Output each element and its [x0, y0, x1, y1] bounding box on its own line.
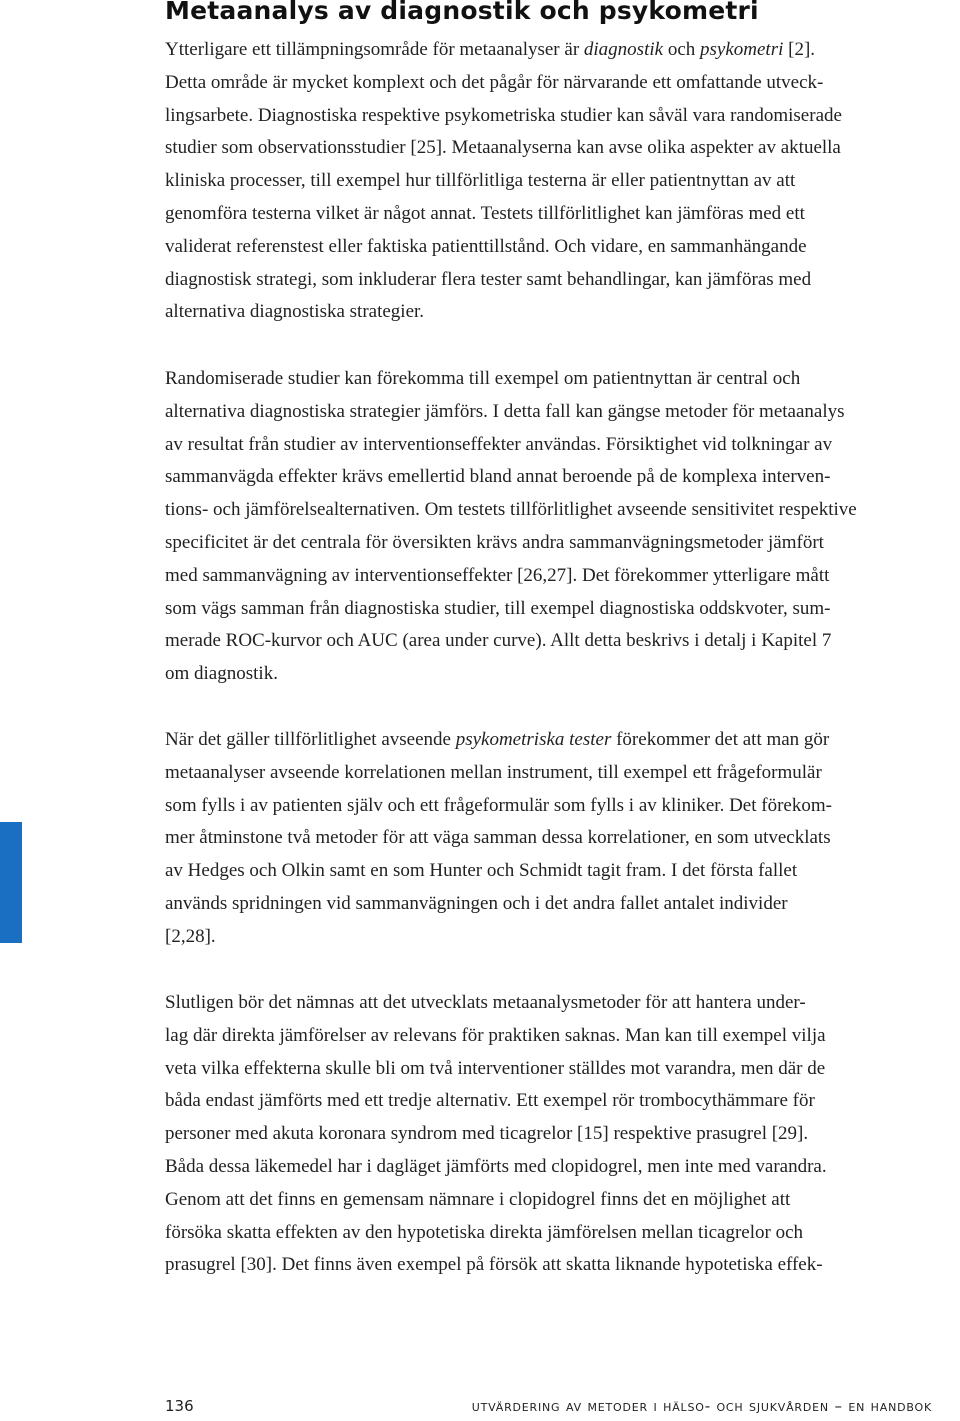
- text-run: Detta område är mycket komplext och det pågår för närvarande ett omfattande utveck-: [165, 71, 824, 93]
- text-line: [165, 724, 935, 757]
- text-line: [165, 987, 935, 1020]
- running-title: utvärdering av metoder i hälso- och sjukvården – en handbok: [471, 1397, 932, 1415]
- text-run: förekommer det att man gör: [611, 729, 830, 750]
- text-run: lag där direkta jämförelser av relevans för praktiken saknas. Man kan till exempel vilja: [165, 1024, 826, 1046]
- text-run: specificitet är det centrala för översikten krävs andra sammanvägningsmetoder jämfört: [165, 531, 824, 553]
- text-run: och: [663, 39, 700, 60]
- text-run: När det gäller tillförlitlighet avseende: [165, 729, 456, 750]
- text-run: som fylls i av patienten själv och ett frågeformulär som fylls i av kliniker. Det förekom-: [165, 794, 832, 816]
- text-line: [165, 396, 935, 429]
- text-run: båda endast jämförts med ett tredje alternativ. Ett exempel rör trombocythämmare för: [165, 1090, 815, 1112]
- text-line: [165, 363, 935, 396]
- text-line: [165, 1249, 935, 1282]
- text-line: [165, 1184, 935, 1217]
- paragraph: [165, 724, 935, 954]
- text-run: kliniska processer, till exempel hur tillförlitliga testerna är eller patientnyttan av att: [165, 170, 796, 192]
- text-line: [165, 658, 935, 691]
- text-run: alternativa diagnostiska strategier jämförs. I detta fall kan gängse metoder för metaanalys: [165, 400, 845, 422]
- text-line: [165, 593, 935, 626]
- paragraph: [165, 987, 935, 1282]
- paragraph: [165, 34, 935, 329]
- text-line: [165, 1085, 935, 1118]
- text-run: [2,28].: [165, 925, 216, 947]
- text-run: prasugrel [30]. Det finns även exempel på försök att skatta liknande hypotetiska effek-: [165, 1254, 823, 1276]
- text-run: sammanvägda effekter krävs emellertid bland annat beroende på de komplexa interven-: [165, 466, 831, 488]
- text-run: studier som observationsstudier [25]. Metaanalyserna kan avse olika aspekter av aktuella: [165, 137, 841, 159]
- italic-term: psykometriska tester: [455, 729, 612, 750]
- text-line: [165, 888, 935, 921]
- text-run: tions- och jämförelsealternativen. Om testets tillförlitlighet avseende sensitivitet respektive: [165, 499, 857, 521]
- page-number: 136: [165, 1397, 194, 1415]
- text-run: om diagnostik.: [165, 663, 278, 685]
- text-line: [165, 625, 935, 658]
- text-line: [165, 560, 935, 593]
- text-line: [165, 296, 935, 329]
- text-line: [165, 1217, 935, 1250]
- text-line: [165, 494, 935, 527]
- text-run: lingsarbete. Diagnostiska respektive psykometriska studier kan såväl vara randomiserade: [165, 104, 842, 126]
- text-line: [165, 264, 935, 297]
- text-run: Randomiserade studier kan förekomma till exempel om patientnyttan är central och: [165, 368, 801, 389]
- text-line: [165, 921, 935, 954]
- text-line: [165, 165, 935, 198]
- italic-term: diagnostik: [583, 39, 664, 60]
- text-line: [165, 790, 935, 823]
- text-run: [2].: [783, 39, 816, 60]
- text-line: [165, 822, 935, 855]
- text-line: [165, 527, 935, 560]
- paragraph: [165, 363, 935, 691]
- text-run: validerat referenstest eller faktiska patienttillstånd. Och vidare, en sammanhängande: [165, 235, 807, 257]
- section-heading: Metaanalys av diagnostik och psykometri: [165, 0, 759, 25]
- chapter-marker-bar: [0, 822, 22, 943]
- text-line: [165, 231, 935, 264]
- text-run: som vägs samman från diagnostiska studier, till exempel diagnostiska oddskvoter, sum-: [165, 597, 831, 619]
- text-line: [165, 1020, 935, 1053]
- text-run: Ytterligare ett tillämpningsområde för metaanalyser är: [165, 39, 584, 60]
- text-line: [165, 429, 935, 462]
- text-run: Båda dessa läkemedel har i dagläget jämförts med clopidogrel, men inte med varandra.: [165, 1155, 827, 1177]
- text-line: [165, 1151, 935, 1184]
- text-line: [165, 198, 935, 231]
- text-run: veta vilka effekterna skulle bli om två interventioner ställdes mot varandra, men där de: [165, 1057, 826, 1079]
- text-run: med sammanvägning av interventionseffekter [26,27]. Det förekommer ytterligare mått: [165, 564, 830, 586]
- text-run: alternativa diagnostiska strategier.: [165, 301, 425, 323]
- text-line: [165, 1118, 935, 1151]
- page-footer: [165, 1397, 932, 1421]
- text-line: [165, 100, 935, 133]
- text-line: [165, 132, 935, 165]
- text-run: Slutligen bör det nämnas att det utvecklats metaanalysmetoder för att hantera under-: [165, 992, 806, 1013]
- text-run: merade ROC-kurvor och AUC (area under curve). Allt detta beskrivs i detalj i Kapitel 7: [165, 630, 832, 652]
- italic-term: psykometri: [700, 39, 784, 60]
- text-run: metaanalyser avseende korrelationen mellan instrument, till exempel ett frågeformulär: [165, 761, 822, 783]
- text-run: genomföra testerna vilket är något annat. Testets tillförlitlighet kan jämföras med ett: [165, 202, 805, 224]
- text-run: mer åtminstone två metoder för att väga samman dessa korrelationer, en som utvecklats: [165, 827, 831, 849]
- text-run: Genom att det finns en gemensam nämnare i clopidogrel finns det en möjlighet att: [165, 1188, 791, 1210]
- text-line: [165, 757, 935, 790]
- text-line: [165, 461, 935, 494]
- text-run: av Hedges och Olkin samt en som Hunter och Schmidt tagit fram. I det första fallet: [165, 860, 798, 882]
- text-line: [165, 1053, 935, 1086]
- text-run: diagnostisk strategi, som inkluderar flera tester samt behandlingar, kan jämföras med: [165, 268, 812, 290]
- text-line: [165, 67, 935, 100]
- text-line: [165, 855, 935, 888]
- text-run: används spridningen vid sammanvägningen och i det andra fallet antalet individer: [165, 892, 788, 914]
- text-run: personer med akuta koronara syndrom med ticagrelor [15] respektive prasugrel [29].: [165, 1123, 809, 1145]
- text-run: försöka skatta effekten av den hypotetiska direkta jämförelsen mellan ticagrelor och: [165, 1221, 804, 1243]
- text-line: [165, 34, 935, 67]
- text-run: av resultat från studier av interventionseffekter användas. Försiktighet vid tolkningar av: [165, 433, 833, 455]
